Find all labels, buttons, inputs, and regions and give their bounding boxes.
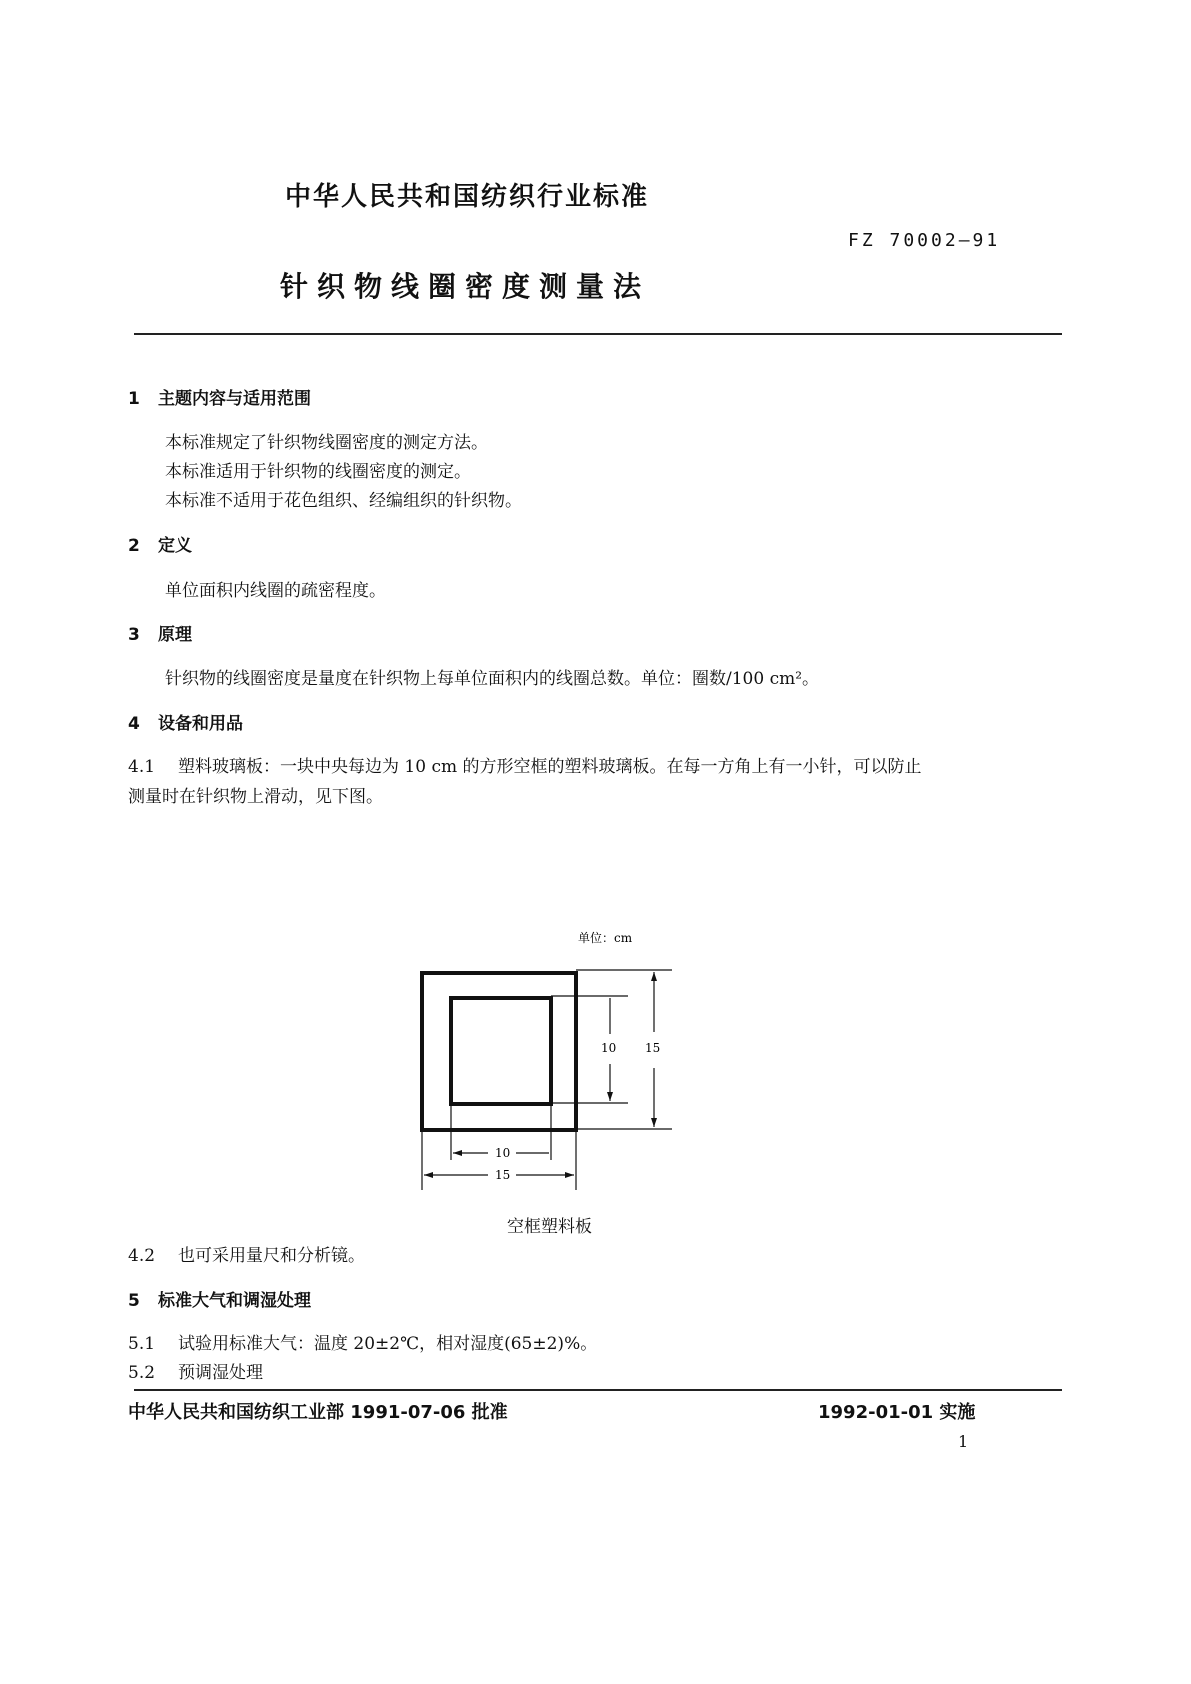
clause-4-2 [128, 1241, 365, 1266]
paragraph: 针织物的线圈密度是量度在针织物上每单位面积内的线圈总数。单位：圈数/100 cm²。 [165, 669, 820, 689]
arrow-right-icon [565, 1172, 574, 1178]
approval-line: 中华人民共和国纺织工业部 1991-07-06 批准 [128, 1402, 508, 1423]
standard-code: FZ 70002—91 [848, 230, 1001, 251]
section-number: 1 [128, 389, 140, 409]
clause-text: 也可采用量尺和分析镜。 [178, 1246, 365, 1266]
section-title: 原理 [158, 625, 192, 645]
figure-caption: 空框塑料板 [507, 1217, 592, 1237]
issuing-body-title: 中华人民共和国纺织行业标准 [285, 182, 650, 212]
arrow-up-icon [651, 972, 657, 981]
document-title: 针织物线圈密度测量法 [280, 270, 651, 303]
outer-width-label: 15 [495, 1168, 511, 1182]
section-number: 3 [128, 625, 140, 645]
page-number: 1 [958, 1432, 969, 1451]
paragraph: 单位面积内线圈的疏密程度。 [165, 581, 386, 601]
arrow-down-icon [607, 1092, 613, 1101]
section-2-heading [128, 531, 192, 556]
section-title: 主题内容与适用范围 [158, 389, 311, 409]
paragraph: 本标准规定了针织物线圈密度的测定方法。 [165, 433, 488, 453]
clause-5-2 [128, 1358, 263, 1383]
clause-text: 试验用标准大气：温度 20±2℃，相对湿度(65±2)%。 [178, 1334, 598, 1354]
paragraph: 本标准适用于针织物的线圈密度的测定。 [165, 462, 471, 482]
paragraph: 本标准不适用于花色组织、经编组织的针织物。 [165, 491, 522, 511]
clause-4-1-continuation: 测量时在针织物上滑动，见下图。 [128, 787, 383, 807]
inner-height-label: 10 [601, 1041, 617, 1055]
clause-text: 预调湿处理 [178, 1363, 263, 1383]
outer-height-label: 15 [645, 1041, 661, 1055]
clause-number: 5.1 [128, 1334, 156, 1354]
section-number: 4 [128, 714, 140, 734]
arrow-left-icon [424, 1172, 433, 1178]
arrow-down-icon [651, 1118, 657, 1127]
clause-text: 塑料玻璃板：一块中央每边为 10 cm 的方形空框的塑料玻璃板。在每一方角上有一小针，可以防止 [178, 757, 922, 777]
clause-number: 4.1 [128, 757, 156, 777]
footer-divider [134, 1389, 1062, 1391]
section-title: 定义 [158, 536, 192, 556]
section-5-heading [128, 1286, 311, 1311]
section-3-heading [128, 620, 192, 645]
section-title: 标准大气和调湿处理 [158, 1291, 311, 1311]
section-1-heading [128, 384, 311, 409]
clause-5-1 [128, 1329, 597, 1354]
section-number: 5 [128, 1291, 140, 1311]
clause-number: 5.2 [128, 1363, 156, 1383]
section-number: 2 [128, 536, 140, 556]
inner-width-label: 10 [495, 1146, 511, 1160]
inner-window [451, 998, 551, 1104]
effective-date: 1992-01-01 实施 [818, 1402, 976, 1423]
section-4-heading [128, 709, 243, 734]
plastic-frame-figure [400, 920, 700, 1210]
arrow-left-icon [453, 1150, 462, 1156]
figure-unit-label: 单位：cm [578, 931, 633, 945]
header-divider [134, 333, 1062, 335]
section-title: 设备和用品 [158, 714, 243, 734]
clause-4-1 [128, 752, 921, 777]
clause-number: 4.2 [128, 1246, 156, 1266]
